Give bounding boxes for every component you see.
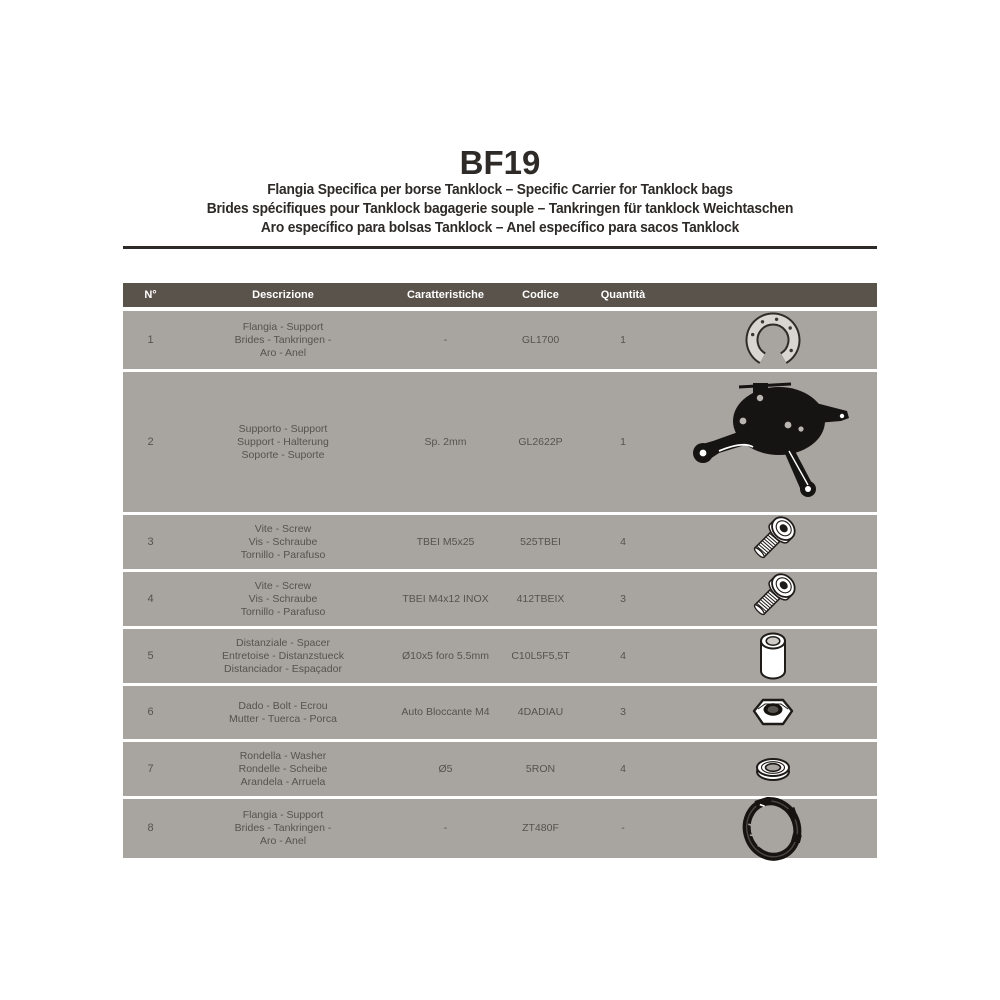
cell-number: 8 xyxy=(147,822,154,834)
cell-code: 412TBEIX xyxy=(516,592,565,605)
button-head-screw-icon xyxy=(743,514,803,570)
open-flange-ring-icon xyxy=(738,309,808,371)
washer-icon xyxy=(749,753,797,785)
description-line: Aro - Anel xyxy=(259,346,307,359)
cell-characteristics: Ø5 xyxy=(438,762,453,775)
cell-characteristics: - xyxy=(443,822,448,834)
cell-part-image xyxy=(668,379,877,505)
cell-description xyxy=(178,637,388,676)
cell-quantity: 3 xyxy=(620,706,626,718)
description-line: Rondelle - Scheibe xyxy=(238,762,328,775)
cell-code: GL2622P xyxy=(518,435,563,448)
table-row xyxy=(123,372,877,512)
cell-part-image xyxy=(668,753,877,785)
cell-part-image xyxy=(668,797,877,861)
description-line: Brides - Tankringen - xyxy=(234,822,332,834)
hex-nut-icon xyxy=(750,695,796,731)
table-row xyxy=(123,742,877,796)
table-row xyxy=(123,686,877,739)
cell-number: 6 xyxy=(147,706,154,718)
cell-quantity: 4 xyxy=(620,649,626,662)
subtitle-fr-de: Brides spécifiques pour Tanklock bagagerie souple – Tankringen für tanklock Weichtaschen xyxy=(206,201,794,217)
description-line: Dado - Bolt - Ecrou xyxy=(238,699,328,712)
col-header-quantity: Quantità xyxy=(600,289,646,301)
subtitle-es-pt: Aro específico para bolsas Tanklock – Anel específico para sacos Tanklock xyxy=(260,220,740,236)
description-line: Soporte - Suporte xyxy=(241,448,325,461)
cell-quantity: 1 xyxy=(620,333,626,346)
table-row xyxy=(123,572,877,626)
cell-characteristics: - xyxy=(443,333,448,346)
subtitle-it-en: Flangia Specifica per borse Tanklock – Specific Carrier for Tanklock bags xyxy=(267,182,733,198)
cell-quantity: 4 xyxy=(620,762,626,775)
table-row xyxy=(123,799,877,858)
col-header-description: Descrizione xyxy=(252,289,314,301)
description-line: Flangia - Support xyxy=(242,320,324,333)
cell-code: GL1700 xyxy=(521,333,560,346)
description-line: Rondella - Washer xyxy=(239,749,327,762)
cell-quantity: 1 xyxy=(620,435,626,448)
cell-code: 4DADIAU xyxy=(517,706,564,718)
cell-part-image xyxy=(668,514,877,570)
description-line: Flangia - Support xyxy=(242,809,324,821)
cell-part-image xyxy=(668,628,877,684)
cell-description xyxy=(178,580,388,619)
cell-code: C10L5F5,5T xyxy=(511,649,570,662)
table-row xyxy=(123,629,877,683)
cell-part-image xyxy=(668,571,877,627)
col-header-code: Codice xyxy=(522,289,559,301)
description-line: Distanciador - Espaçador xyxy=(224,662,342,675)
description-line: Vis - Schraube xyxy=(248,592,318,605)
table-body xyxy=(123,311,877,858)
cell-number: 4 xyxy=(147,592,154,605)
cell-quantity: - xyxy=(621,822,625,834)
cell-part-image xyxy=(668,309,877,371)
cell-number: 5 xyxy=(147,649,154,662)
parts-table xyxy=(123,283,877,858)
cell-description xyxy=(178,809,388,848)
page-title: BF19 xyxy=(459,144,541,181)
tanklock-ring-icon xyxy=(738,797,808,861)
cell-description xyxy=(178,700,388,726)
cell-quantity: 4 xyxy=(620,535,626,548)
horizontal-rule xyxy=(123,246,877,249)
description-line: Entretoise - Distanzstueck xyxy=(222,649,344,662)
cell-code: ZT480F xyxy=(522,822,559,834)
cell-description xyxy=(178,423,388,462)
cell-description xyxy=(178,523,388,562)
col-header-characteristics: Caratteristiche xyxy=(406,289,485,301)
title-block xyxy=(123,0,877,249)
table-row xyxy=(123,515,877,569)
col-header-number: N° xyxy=(144,289,157,301)
cell-code: 525TBEI xyxy=(520,535,561,548)
cell-number: 7 xyxy=(147,762,154,775)
cell-characteristics: TBEI M4x12 INOX xyxy=(402,592,489,605)
table-row xyxy=(123,311,877,369)
cell-part-image xyxy=(668,695,877,731)
table-header-row xyxy=(123,283,877,307)
cell-quantity: 3 xyxy=(620,592,626,605)
description-line: Vite - Screw xyxy=(254,579,312,592)
cell-number: 1 xyxy=(147,333,154,346)
cell-description xyxy=(178,321,388,360)
description-line: Mutter - Tuerca - Porca xyxy=(229,712,337,725)
cell-characteristics: Auto Bloccante M4 xyxy=(401,706,490,718)
cell-code: 5RON xyxy=(525,762,556,775)
description-line: Distanziale - Spacer xyxy=(236,636,330,649)
document-page xyxy=(123,0,877,861)
description-line: Supporto - Support xyxy=(238,422,328,435)
cell-characteristics: Sp. 2mm xyxy=(424,435,467,448)
cell-characteristics: TBEI M5x25 xyxy=(416,535,475,548)
description-line: Aro - Anel xyxy=(259,835,307,847)
description-line: Arandela - Arruela xyxy=(240,775,326,788)
description-line: Vite - Screw xyxy=(254,522,312,535)
description-line: Vis - Schraube xyxy=(248,535,318,548)
button-head-screw-icon xyxy=(743,571,803,627)
support-bracket-icon xyxy=(691,379,855,505)
description-line: Tornillo - Parafuso xyxy=(240,548,326,561)
cell-number: 3 xyxy=(147,535,154,548)
cell-description xyxy=(178,750,388,789)
spacer-cylinder-icon xyxy=(752,628,794,684)
cell-number: 2 xyxy=(147,435,154,448)
description-line: Brides - Tankringen - xyxy=(234,333,332,346)
description-line: Support - Halterung xyxy=(237,435,329,448)
description-line: Tornillo - Parafuso xyxy=(240,605,326,618)
cell-characteristics: Ø10x5 foro 5.5mm xyxy=(402,649,489,662)
